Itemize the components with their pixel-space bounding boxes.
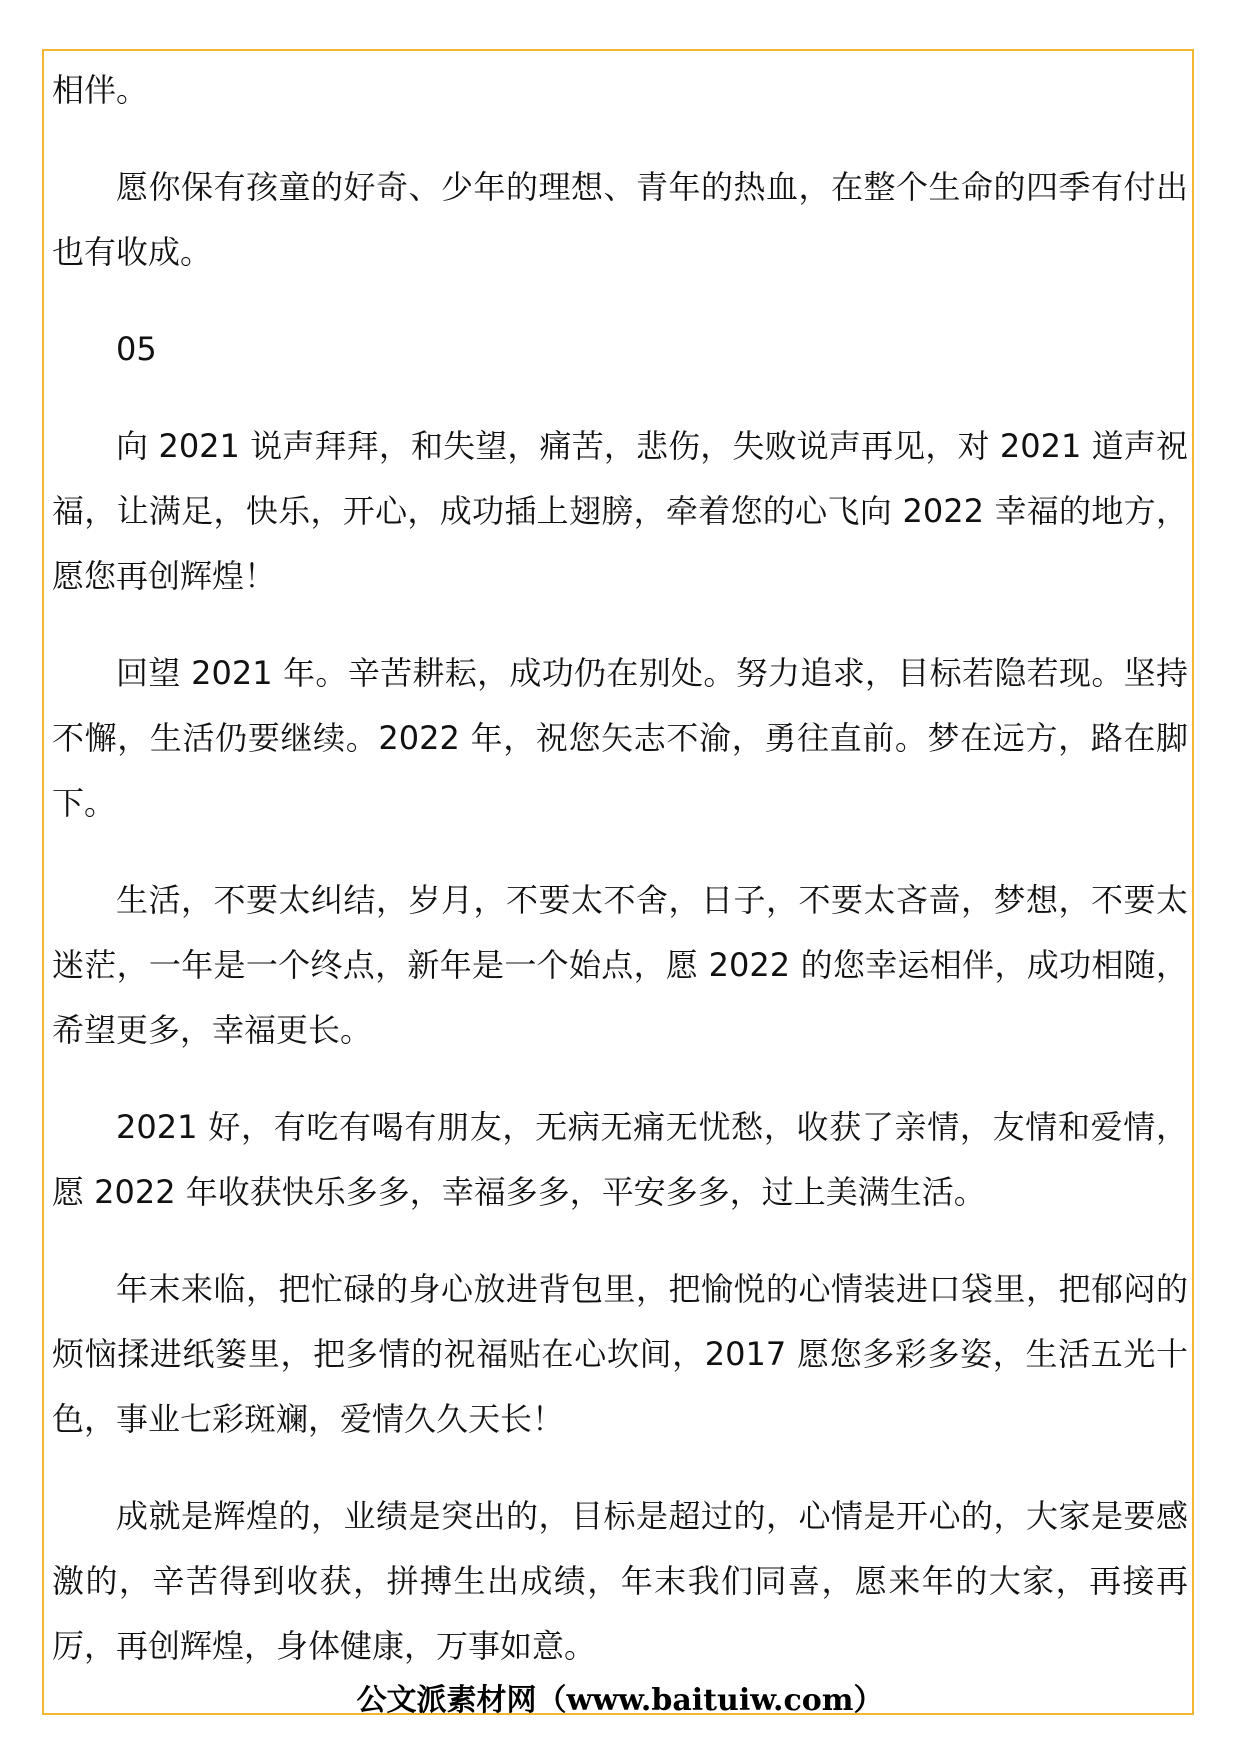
paragraph: 向 2021 说声拜拜，和失望，痛苦，悲伤，失败说声再见，对 2021 道声祝福，让满足，快乐，开心，成功插上翅膀，牵着您的心飞向 2022 幸福的地方，愿您再创辉煌！	[52, 427, 1188, 595]
paragraph: 生活，不要太纠结，岁月，不要太不舍，日子，不要太吝啬，梦想，不要太迷茫，一年是一个终点，新年是一个始点，愿 2022 的您幸运相伴，成功相随，希望更多，幸福更长。	[52, 881, 1188, 1049]
paragraph: 成就是辉煌的，业绩是突出的，目标是超过的，心情是开心的，大家是要感激的，辛苦得到收获，拼搏生出成绩，年末我们同喜，愿来年的大家，再接再厉，再创辉煌，身体健康，万事如意。	[52, 1497, 1188, 1665]
paragraph: 愿你保有孩童的好奇、少年的理想、青年的热血，在整个生命的四季有付出也有收成。	[52, 168, 1188, 271]
paragraph: 2021 好，有吃有喝有朋友，无病无痛无忧愁，收获了亲情，友情和爱情，愿 2022 年收获快乐多多，幸福多多，平安多多，过上美满生活。	[52, 1108, 1188, 1211]
section-number: 05	[116, 330, 157, 368]
paragraph-continuation: 相伴。	[52, 71, 149, 109]
paragraph: 回望 2021 年。辛苦耕耘，成功仍在别处。努力追求，目标若隐若现。坚持不懈，生活仍要继续。2022 年，祝您矢志不渝，勇往直前。梦在远方，路在脚下。	[52, 654, 1188, 822]
paragraph: 年末来临，把忙碌的身心放进背包里，把愉悦的心情装进口袋里，把郁闷的烦恼揉进纸篓里，把多情的祝福贴在心坎间，2017 愿您多彩多姿，生活五光十色，事业七彩斑斓，爱情久久天长！	[52, 1270, 1188, 1438]
footer-source: 公文派素材网（www.baituiw.com）	[356, 1683, 884, 1718]
document-body	[52, 58, 1188, 1679]
